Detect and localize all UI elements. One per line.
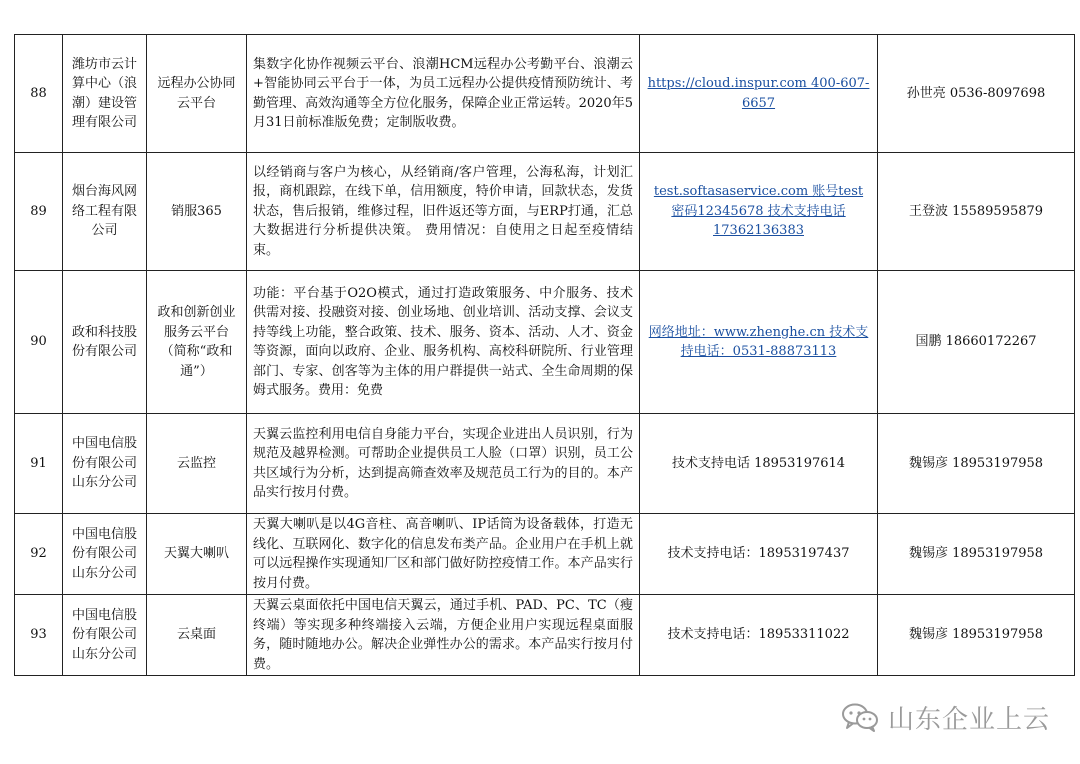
company-name: 中国电信股份有限公司山东分公司 bbox=[63, 595, 147, 676]
contact-person: 魏锡彦 18953197958 bbox=[878, 414, 1075, 514]
row-number: 93 bbox=[15, 595, 63, 676]
product-name: 云监控 bbox=[147, 414, 247, 514]
watermark bbox=[840, 700, 1050, 734]
wechat-icon bbox=[840, 702, 880, 732]
product-description: 集数字化协作视频云平台、浪潮HCM远程办公考勤平台、浪潮云+智能协同云平台于一体，为员工远程办公提供疫情预防统计、考勤管理、高效沟通等全方位化服务，保障企业正常运转。2020年5月31日前标准版免费；定制版收费。 bbox=[247, 35, 640, 153]
contact-person: 魏锡彦 18953197958 bbox=[878, 514, 1075, 595]
support-link[interactable]: https://cloud.inspur.com 400-607-6657 bbox=[640, 35, 878, 153]
row-number: 88 bbox=[15, 35, 63, 153]
contact-person: 国鹏 18660172267 bbox=[878, 271, 1075, 414]
row-number: 89 bbox=[15, 153, 63, 271]
product-description: 天翼云监控利用电信自身能力平台，实现企业进出人员识别，行为规范及越界检测。可帮助企业提供员工人脸（口罩）识别，员工公共区域行为分析，达到提高筛查效率及规范员工行为的目的。本产品实行按月付费。 bbox=[247, 414, 640, 514]
table-row bbox=[15, 414, 1075, 514]
support-link[interactable]: test.softasaservice.com 账号test 密码12345678 技术支持电话17362136383 bbox=[640, 153, 878, 271]
product-description: 天翼云桌面依托中国电信天翼云，通过手机、PAD、PC、TC（瘦终端）等实现多种终端接入云端，方便企业用户实现远程桌面服务，随时随地办公。解决企业弹性办公的需求。本产品实行按月付费。 bbox=[247, 595, 640, 676]
contact-person: 魏锡彦 18953197958 bbox=[878, 595, 1075, 676]
table-row bbox=[15, 153, 1075, 271]
row-number: 91 bbox=[15, 414, 63, 514]
product-name: 云桌面 bbox=[147, 595, 247, 676]
product-name: 天翼大喇叭 bbox=[147, 514, 247, 595]
contact-person: 孙世亮 0536-8097698 bbox=[878, 35, 1075, 153]
product-name: 远程办公协同云平台 bbox=[147, 35, 247, 153]
product-description: 以经销商与客户为核心，从经销商/客户管理，公海私海，计划汇报，商机跟踪，在线下单，信用额度，特价申请，回款状态，发货状态，售后报销，维修过程，旧件返还等方面，与ERP打通，汇总大数据进行分析提供决策。 费用情况：自使用之日起至疫情结束。 bbox=[247, 153, 640, 271]
table-row bbox=[15, 35, 1075, 153]
product-description: 功能：平台基于O2O模式，通过打造政策服务、中介服务、技术供需对接、投融资对接、创业场地、创业培训、活动支撑、会议支持等线上功能，整合政策、技术、服务、资本、活动、人才、资金等资源，面向以政府、企业、服务机构、高校科研院所、行业管理部门、专家、创客等为主体的用户群提供一站式、全生命周期的保姆式服务。费用：免费 bbox=[247, 271, 640, 414]
support-link[interactable]: 网络地址：www.zhenghe.cn 技术支持电话：0531-88873113 bbox=[640, 271, 878, 414]
row-number: 92 bbox=[15, 514, 63, 595]
table-row bbox=[15, 271, 1075, 414]
product-name: 销服365 bbox=[147, 153, 247, 271]
support-phone: 技术支持电话：18953197437 bbox=[640, 514, 878, 595]
company-name: 中国电信股份有限公司山东分公司 bbox=[63, 414, 147, 514]
contact-person: 王登波 15589595879 bbox=[878, 153, 1075, 271]
support-phone: 技术支持电话 18953197614 bbox=[640, 414, 878, 514]
product-name: 政和创新创业服务云平台（简称“政和通”） bbox=[147, 271, 247, 414]
table-row bbox=[15, 595, 1075, 676]
product-description: 天翼大喇叭是以4G音柱、高音喇叭、IP话筒为设备载体，打造无线化、互联网化、数字化的信息发布类产品。企业用户在手机上就可以远程操作实现通知厂区和部门做好防控疫情工作。本产品实行按月付费。 bbox=[247, 514, 640, 595]
company-name: 潍坊市云计算中心（浪潮）建设管理有限公司 bbox=[63, 35, 147, 153]
support-phone: 技术支持电话：18953311022 bbox=[640, 595, 878, 676]
watermark-text: 山东企业上云 bbox=[887, 704, 1050, 735]
row-number: 90 bbox=[15, 271, 63, 414]
company-name: 烟台海风网络工程有限公司 bbox=[63, 153, 147, 271]
cloud-service-table bbox=[14, 34, 1075, 676]
company-name: 政和科技股份有限公司 bbox=[63, 271, 147, 414]
company-name: 中国电信股份有限公司山东分公司 bbox=[63, 514, 147, 595]
table-row bbox=[15, 514, 1075, 595]
